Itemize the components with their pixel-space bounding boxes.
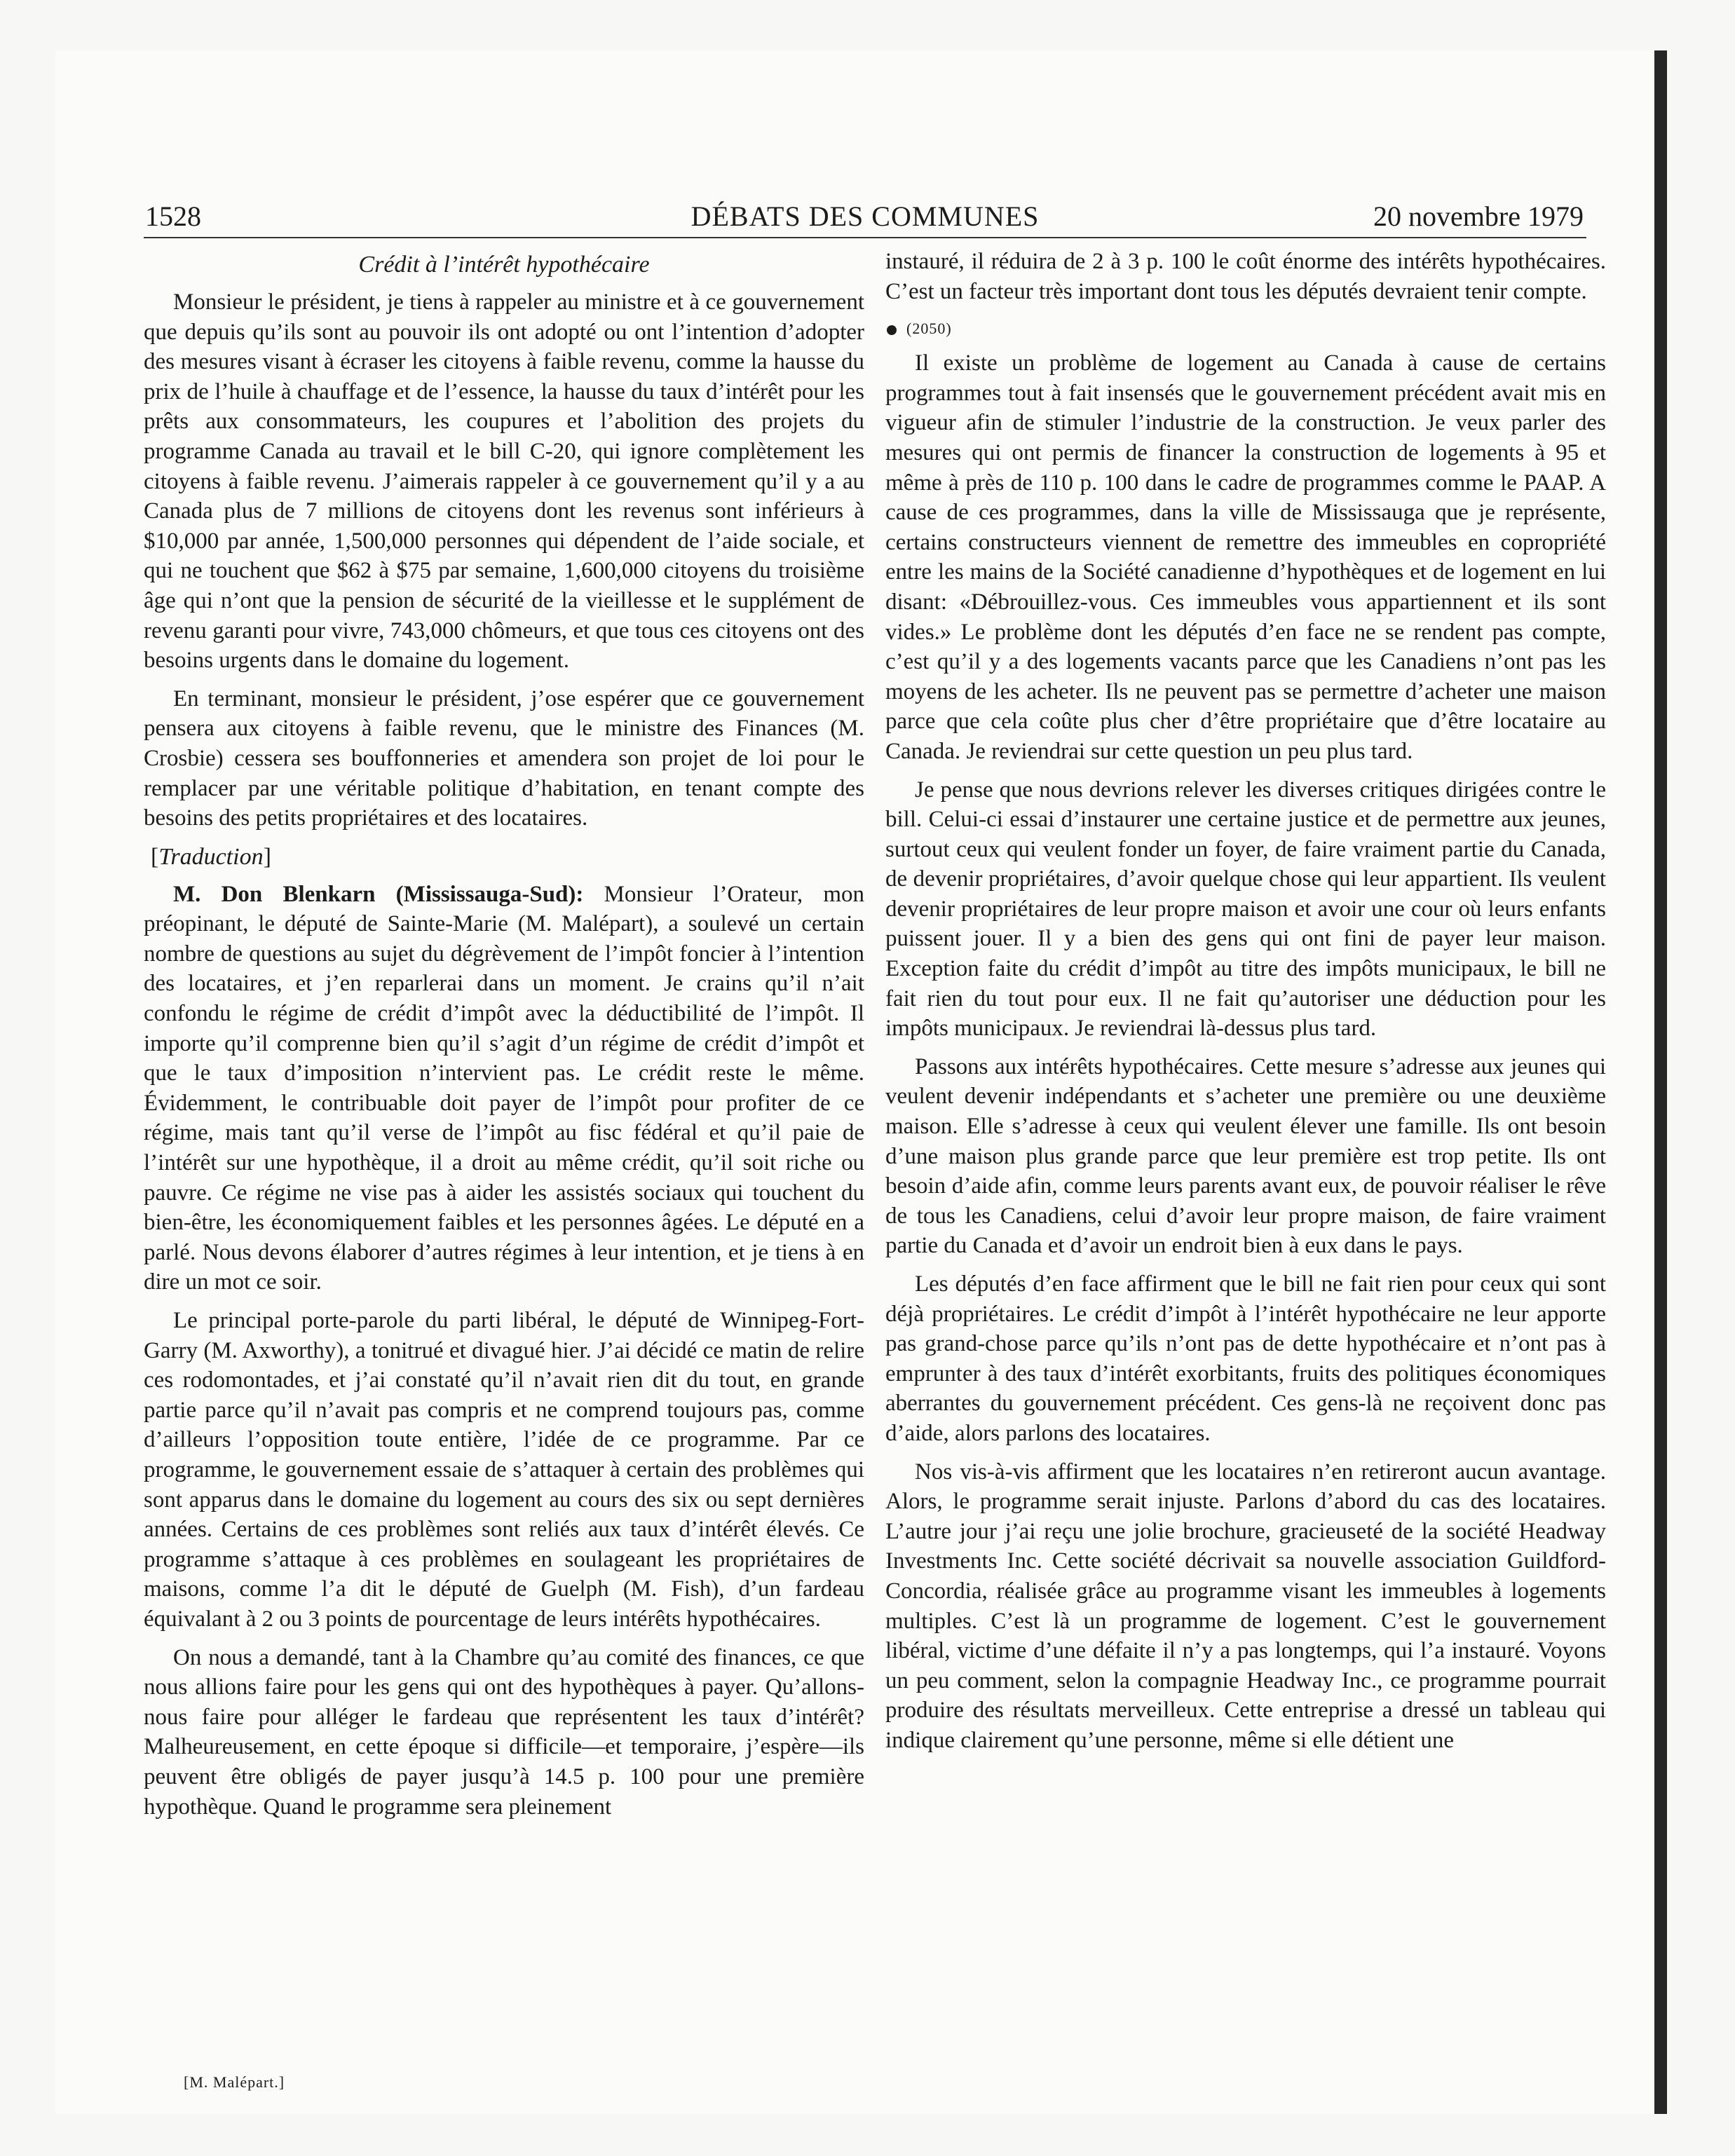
time-marker bbox=[885, 315, 1606, 343]
paragraph: Le principal porte-parole du parti libéral, le député de Winnipeg-Fort-Garry (M. Axworthy), a tonitrué et divagué hier. J’ai décidé ce matin de relire ces rodomontades, et j’ai constaté qu’il n’avait rien dit du tout, en grande partie parce qu’il n’avait pas compris et ne comprend toujours pas, comme d’ailleurs l’opposition toute entière, l’idée de ce programme. Par ce programme, le gouvernement essaie de s’attaquer à certain des problèmes qui sont apparus dans le domaine du logement au cours des six ou sept dernières années. Certains de ces problèmes sont reliés aux taux d’intérêt élevés. Ce programme s’attaque à ces problèmes en soulageant les propriétaires de maisons, comme l’a dit le député de Guelph (M. Fish), d’un fardeau équivalant à 2 ou 3 points de pourcentage de leurs intérêts hypothécaires. bbox=[144, 1308, 864, 1632]
right-column bbox=[885, 247, 1606, 1764]
publication-title: DÉBATS DES COMMUNES bbox=[690, 200, 1040, 232]
paragraph: Monsieur le président, je tiens à rappeler au ministre et à ce gouvernement que depuis qu’ils sont au pouvoir ils ont adopté ou ont l’intention d’adopter des mesures visant à écraser les citoyens à faible revenu, comme la hausse du prix de l’huile à chauffage et de l’essence, la hausse du taux d’intérêt pour les prêts aux consommateurs, les coupures et l’abolition des projets du programme Canada au travail et le bill C-20, qui ignore complètement les citoyens à faible revenu. J’aimerais rappeler à ce gouvernement qu’il y a au Canada plus de 7 millions de citoyens dont les revenus sont inférieurs à $10,000 par année, 1,500,000 personnes qui dépendent de l’aide sociale, et qui ne touchent que $62 à $75 par semaine, 1,600,000 citoyens du troisième âge qui n’ont que la pension de sécurité de la vieillesse et le supplément de revenu garanti pour vivre, 743,000 chômeurs, et que tous ces citoyens ont des besoins urgents dans le domaine du logement. bbox=[144, 289, 864, 674]
section-subhead: Crédit à l’intérêt hypothécaire bbox=[358, 252, 650, 278]
paragraph: On nous a demandé, tant à la Chambre qu’au comité des finances, ce que nous allions faire pour les gens qui ont des hypothèques à payer. Qu’allons-nous faire pour alléger le fardeau que représentent les taux d’intérêt? Malheureusement, en cette époque si difficile—et temporaire, j’espère—ils peuvent être obligés de payer jusqu’à 14.5 p. 100 pour une première hypothèque. Quand le programme sera pleinement bbox=[144, 1644, 864, 1820]
page-number: 1528 bbox=[145, 200, 201, 232]
paragraph: Je pense que nous devrions relever les diverses critiques dirigées contre le bill. Celui-ci essai d’instaurer une certaine justice et de permettre aux jeunes, surtout ceux qui veulent fonder un foyer, de faire vraiment partie du Canada, de devenir propriétaires, d’avoir quelque chose qui leur appartient. Ils veulent devenir propriétaires de leur propre maison et avoir une cour où leurs enfants puissent jouer. Il y a bien des gens qui ont fini de payer leur maison. Exception faite du crédit d’impôt au titre des impôts municipaux, le bill ne fait rien du tout pour eux. Il ne fait qu’autoriser une déduction pour les impôts municipaux. Je reviendrai là-dessus plus tard. bbox=[885, 777, 1606, 1042]
paragraph: Les députés d’en face affirment que le bill ne fait rien pour ceux qui sont déjà propriétaires. Le crédit d’impôt à l’intérêt hypothécaire ne leur apporte pas grand-chose parce qu’ils n’ont pas de dette hypothécaire et n’ont pas à emprunter à des taux d’intérêt exorbitants, fruits des politiques économiques aberrantes du gouvernement précédent. Ces gens-là ne reçoivent donc pas d’aide, alors parlons des locataires. bbox=[885, 1271, 1606, 1446]
translation-label: Traduction bbox=[158, 843, 264, 870]
footer-speaker-note: [M. Malépart.] bbox=[184, 2073, 285, 2091]
page-header bbox=[144, 196, 1586, 238]
left-column bbox=[144, 247, 864, 1830]
time-marker-label: (2050) bbox=[906, 320, 952, 338]
scan-edge-bar bbox=[1654, 50, 1667, 2114]
paragraph: instauré, il réduira de 2 à 3 p. 100 le coût énorme des intérêts hypothécaires. C’est un facteur très important dont tous les députés devraient tenir compte. bbox=[885, 249, 1606, 304]
paragraph: Nos vis-à-vis affirment que les locataires n’en retireront aucun avantage. Alors, le programme serait injuste. Parlons d’abord du cas des locataires. L’autre jour j’ai reçu une jolie brochure, gracieuseté de la société Headway Investments Inc. Cette société décrivait sa nouvelle association Guildford-Concordia, réalisée grâce au programme visant les immeubles à logements multiples. C’est là un programme de logement. C’est le gouvernement libéral, victime d’une défaite il n’y a pas longtemps, qui l’a instauré. Voyons un peu comment, selon la compagnie Headway Inc., ce programme pourrait produire des résultats merveilleux. Cette entreprise a dressé un tableau qui indique clairement qu’une personne, même si elle détient une bbox=[885, 1459, 1606, 1753]
publication-date: 20 novembre 1979 bbox=[1373, 200, 1584, 232]
translation-tag: [Traduction] bbox=[151, 843, 271, 870]
speaker-paragraph bbox=[144, 880, 864, 1297]
paragraph: Il existe un problème de logement au Canada à cause de certains programmes tout à fait insensés que le gouvernement précédent avait mis en vigueur afin de stimuler l’industrie de la construction. Je veux parler des mesures qui ont permis de financer la construction de logements à 95 et même à près de 110 p. 100 dans le cadre de programmes comme le PAAP. A cause de ces programmes, dans la ville de Mississauga que je représente, certains constructeurs viennent de remettre des immeubles en copropriété entre les mains de la Société canadienne d’hypothèques et de logement en lui disant: «Débrouillez-vous. Ces immeubles vous appartiennent et ils sont vides.» Le problème dont les députés d’en face ne se rendent pas compte, c’est qu’il y a des logements vacants parce que les Canadiens n’ont pas les moyens de les acheter. Ils ne peuvent pas se permettre d’acheter une maison parce que cela coûte plus cher d’être propriétaire que d’être locataire au Canada. Je reviendrai sur cette question un peu plus tard. bbox=[885, 350, 1606, 764]
speaker-name: M. Don Blenkarn (Mississauga-Sud): bbox=[173, 881, 584, 907]
paragraph-text: Monsieur l’Orateur, mon préopinant, le député de Sainte-Marie (M. Malépart), a soulevé un certain nombre de questions au sujet du dégrèvement de l’impôt foncier à l’intention des locataires, et j’en reparlerai dans un moment. Je crains qu’il n’ait confondu le régime de crédit d’impôt avec la déductibilité de l’impôt. Il importe qu’il comprenne bien qu’il s’agit d’un régime de crédit d’impôt et que le taux d’imposition n’intervient pas. Le crédit reste le même. Évidemment, le contribuable doit payer de l’impôt pour profiter de ce régime, mais tant qu’il verse de l’impôt au fisc fédéral et qu’il paie de l’intérêt sur une hypothèque, il a droit au même crédit, qu’il soit riche ou pauvre. Ce régime ne vise pas à aider les assistés sociaux qui touchent du bien-être, les économiquement faibles et les personnes âgées. Le député en a parlé. Nous devons élaborer d’autres régimes à leur intention, et je tiens à en dire un mot ce soir. bbox=[144, 881, 864, 1295]
paragraph: Passons aux intérêts hypothécaires. Cette mesure s’adresse aux jeunes qui veulent devenir indépendants et s’acheter une première ou une deuxième maison. Elle s’adresse à ceux qui veulent élever une famille. Ils ont besoin d’une maison plus grande parce que leur première est trop petite. Ils ont besoin d’aide afin, comme leurs parents avant eux, de pouvoir réaliser le rêve de tous les Canadiens, celui d’avoir leur propre maison, de faire vraiment partie du Canada et d’avoir un endroit bien à eux dans le pays. bbox=[885, 1053, 1606, 1259]
bullet-icon bbox=[887, 325, 897, 335]
paragraph: En terminant, monsieur le président, j’ose espérer que ce gouvernement pensera aux citoyens à faible revenu, que le ministre des Finances (M. Crosbie) cessera ses bouffonneries et amendera son projet de loi pour le remplacer par une véritable politique d’habitation, en tenant compte des besoins des petits propriétaires et des locataires. bbox=[144, 685, 864, 831]
